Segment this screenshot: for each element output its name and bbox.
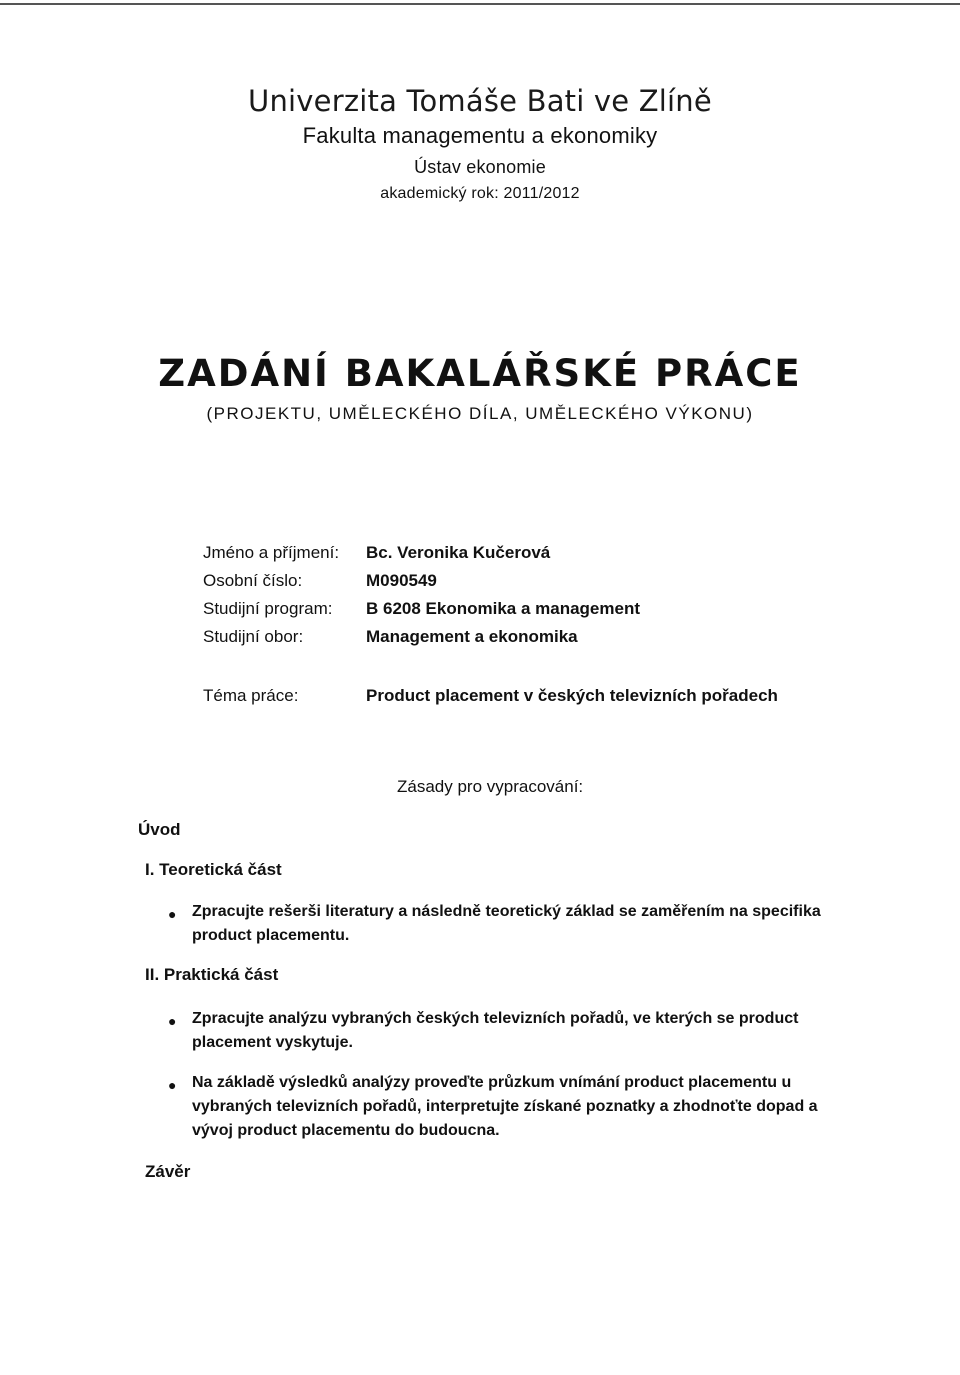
name-value: Bc. Veronika Kučerová — [366, 543, 551, 562]
part2-item-2: Na základě výsledků analýzy proveďte průzkum vnímání product placementu u vybraných televizních pořadů, interpretujte získané poznatky a zhodnoťte dopad a vývoj product placementu do budoucna. — [192, 1074, 818, 1139]
program-value: B 6208 Ekonomika a management — [366, 599, 641, 618]
id-label: Osobní číslo: — [203, 571, 303, 590]
program-label: Studijní program: — [203, 599, 333, 618]
institute-name: Ústav ekonomie — [414, 157, 546, 177]
field-value: Management a ekonomika — [366, 627, 578, 646]
part1-item: Zpracujte rešerši literatury a následně teoretický základ se zaměřením na specifika product placementu. — [192, 903, 821, 944]
name-label: Jméno a příjmení: — [203, 543, 340, 562]
id-value: M090549 — [366, 571, 437, 590]
university-name: Univerzita Tomáše Bati ve Zlíně — [248, 84, 712, 118]
part2-item-1: Zpracujte analýzu vybraných českých televizních pořadů, ve kterých se product placement vyskytuje. — [192, 1010, 799, 1051]
intro-heading: Úvod — [138, 820, 181, 839]
topic-label: Téma práce: — [203, 686, 299, 705]
faculty-name: Fakulta managementu a ekonomiky — [302, 123, 658, 148]
document-subtitle: (PROJEKTU, UMĚLECKÉHO DÍLA, UMĚLECKÉHO VÝKONU) — [206, 404, 754, 423]
part1-heading: I. Teoretická část — [145, 860, 282, 879]
bullet-icon: ● — [168, 1077, 177, 1093]
document-title: ZADÁNÍ BAKALÁŘSKÉ PRÁCE — [158, 352, 802, 395]
bullet-icon: ● — [168, 906, 177, 922]
conclusion-heading: Závěr — [145, 1162, 191, 1181]
academic-year: akademický rok: 2011/2012 — [380, 185, 580, 202]
bullet-icon: ● — [168, 1013, 177, 1029]
scan-edge-line — [0, 3, 960, 5]
principles-heading: Zásady pro vypracování: — [397, 777, 584, 796]
topic-value: Product placement v českých televizních pořadech — [366, 686, 778, 705]
field-label: Studijní obor: — [203, 627, 304, 646]
part2-heading: II. Praktická část — [145, 965, 279, 984]
